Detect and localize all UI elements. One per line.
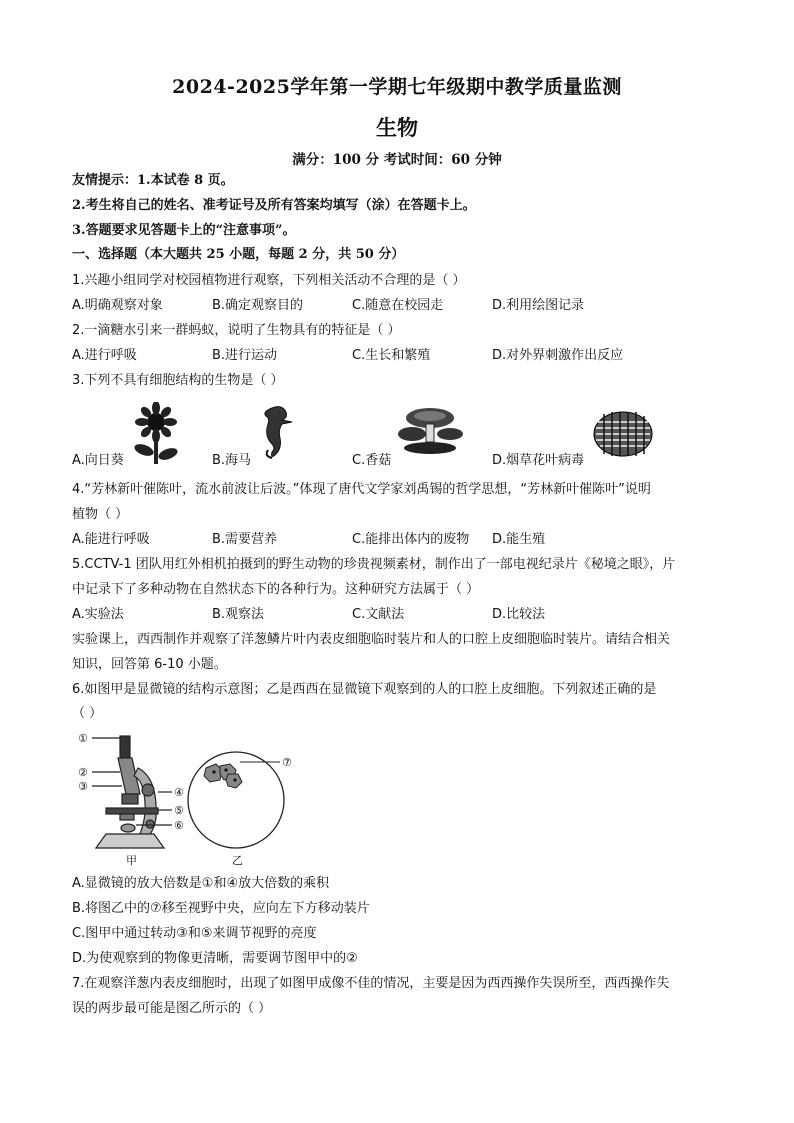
question-5-stem-cont: 中记录下了多种动物在自然状态下的各种行为。这种研究方法属于（ ） — [72, 582, 480, 597]
q2-option-c: C.生长和繁殖 — [352, 348, 431, 363]
q4-option-b: B.需要营养 — [212, 532, 278, 547]
label-4: ④ — [174, 786, 184, 799]
question-1-stem: 1.兴趣小组同学对校园植物进行观察，下列相关活动不合理的是（ ） — [72, 273, 466, 288]
note-3: 3.答题要求见答题卡上的“注意事项”。 — [72, 223, 296, 238]
q1-option-a: A.明确观察对象 — [72, 298, 163, 313]
note-2: 2.考生将自己的姓名、准考证号及所有答案均填写（涂）在答题卡上。 — [72, 198, 476, 213]
q6-option-b: B.将图乙中的⑦移至视野中央，应向左下方移动装片 — [72, 901, 370, 916]
q4-option-c: C.能排出体内的废物 — [352, 532, 470, 547]
label-2: ② — [78, 766, 88, 779]
exam-meta: 满分：100 分 考试时间：60 分钟 — [292, 152, 502, 168]
figure-jia-label: 甲 — [126, 854, 137, 867]
label-1: ① — [78, 732, 88, 745]
q2-option-d: D.对外界刺激作出反应 — [492, 348, 624, 363]
q3-option-b: B.海马 — [212, 453, 252, 468]
subject-title: 生物 — [376, 115, 418, 140]
figure-yi-label: 乙 — [232, 854, 243, 867]
question-2-stem: 2.一滴糖水引来一群蚂蚁，说明了生物具有的特征是（ ） — [72, 323, 401, 338]
label-3: ③ — [78, 780, 88, 793]
q3-option-c: C.香菇 — [352, 453, 392, 468]
q6-option-a: A.显微镜的放大倍数是①和④放大倍数的乘积 — [72, 876, 330, 891]
exam-title: 2024-2025学年第一学期七年级期中教学质量监测 — [172, 76, 622, 98]
q5-option-b: B.观察法 — [212, 607, 265, 622]
q5-option-c: C.文献法 — [352, 607, 405, 622]
question-4-stem: 4.“芳林新叶催陈叶，流水前波让后波。”体现了唐代文学家刘禹锡的哲学思想，“芳林新叶催陈叶”说明 — [72, 482, 651, 497]
sunflower-image — [126, 402, 186, 464]
virus-image — [592, 408, 654, 460]
question-6-stem-cont: （ ） — [72, 706, 103, 721]
label-6: ⑥ — [174, 819, 184, 832]
q3-option-a: A.向日葵 — [72, 453, 124, 468]
q2-option-b: B.进行运动 — [212, 348, 278, 363]
question-7-stem-cont: 误的两步最可能是图乙所示的（ ） — [72, 1001, 272, 1016]
q6-option-d: D.为使观察到的物像更清晰，需要调节图甲中的② — [72, 951, 358, 966]
q5-option-a: A.实验法 — [72, 607, 124, 622]
seahorse-image — [258, 404, 298, 462]
q2-option-a: A.进行呼吸 — [72, 348, 137, 363]
q3-option-d: D.烟草花叶病毒 — [492, 453, 585, 468]
q6-option-c: C.图甲中通过转动③和⑤来调节视野的亮度 — [72, 926, 317, 941]
question-3-stem: 3.下列不具有细胞结构的生物是（ ） — [72, 373, 284, 388]
q1-option-b: B.确定观察目的 — [212, 298, 304, 313]
q1-option-c: C.随意在校园走 — [352, 298, 444, 313]
q5-option-d: D.比较法 — [492, 607, 546, 622]
q4-option-d: D.能生殖 — [492, 532, 546, 547]
section-heading: 一、选择题（本大题共 25 小题，每题 2 分，共 50 分） — [72, 247, 405, 262]
label-5: ⑤ — [174, 804, 184, 817]
question-5-stem: 5.CCTV-1 团队用红外相机拍摄到的野生动物的珍贵视频素材，制作出了一部电视纪录片《秘境之眼》，片 — [72, 557, 676, 572]
field-of-view-figure — [184, 748, 304, 870]
question-7-stem: 7.在观察洋葱内表皮细胞时，出现了如图甲成像不佳的情况，主要是因为西西操作失误所至，西西操作失 — [72, 976, 670, 991]
label-7: ⑦ — [282, 756, 292, 769]
mushroom-image — [396, 404, 466, 458]
context-text-cont: 知识，回答第 6-10 小题。 — [72, 657, 227, 672]
note-1: 友情提示：1.本试卷 8 页。 — [72, 173, 234, 188]
microscope-figure — [72, 728, 202, 868]
question-6-stem: 6.如图甲是显微镜的结构示意图；乙是西西在显微镜下观察到的人的口腔上皮细胞。下列叙述正确的是 — [72, 682, 657, 697]
context-text: 实验课上，西西制作并观察了洋葱鳞片叶内表皮细胞临时装片和人的口腔上皮细胞临时装片。请结合相关 — [72, 632, 671, 647]
q1-option-d: D.利用绘图记录 — [492, 298, 585, 313]
question-4-stem-cont: 植物（ ） — [72, 507, 129, 522]
q4-option-a: A.能进行呼吸 — [72, 532, 150, 547]
